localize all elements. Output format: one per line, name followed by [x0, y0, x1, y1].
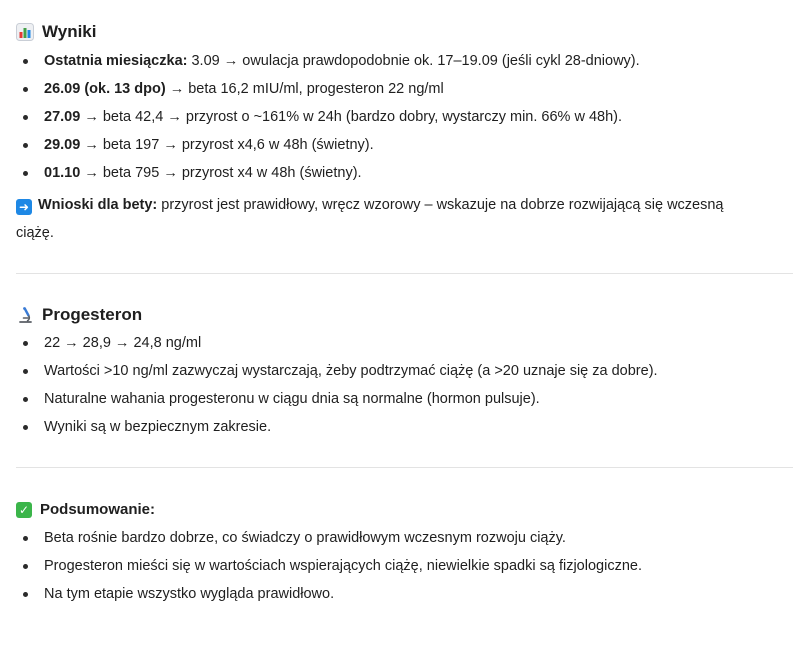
list-item: Na tym etapie wszystko wygląda prawidłowo. — [16, 584, 793, 604]
list-item: 29.09 → beta 197 → przyrost x4,6 w 48h (świetny). — [16, 135, 793, 155]
list-item: Naturalne wahania progesteronu w ciągu dnia są normalne (hormon pulsuje). — [16, 389, 793, 409]
conclusion-paragraph: ➜ Wnioski dla bety: przyrost jest prawidłowy, wręcz wzorowy – wskazuje na dobrze rozwijającą się wczesną ciążę. — [16, 197, 724, 241]
microscope-icon — [16, 306, 34, 324]
list-item: 26.09 (ok. 13 dpo) → beta 16,2 mIU/ml, progesteron 22 ng/ml — [16, 79, 793, 99]
list-item: Progesteron mieści się w wartościach wspierających ciążę, niewielkie spadki są fizjologiczne. — [16, 556, 793, 576]
section-title-progesteron — [16, 305, 793, 325]
bar-chart-icon — [16, 23, 34, 41]
list-item: 27.09 → beta 42,4 → przyrost o ~161% w 24h (bardzo dobry, wystarczy min. 66% w 48h). — [16, 107, 793, 127]
list-item: Wyniki są w bezpiecznym zakresie. — [16, 417, 793, 437]
section-title-text: Progesteron — [42, 305, 143, 324]
section-title-wyniki — [16, 22, 793, 42]
section-title-podsumowanie — [16, 501, 793, 518]
podsumowanie-list — [16, 528, 793, 604]
progesteron-list — [16, 333, 793, 437]
list-item: 01.10 → beta 795 → przyrost x4 w 48h (świetny). — [16, 163, 793, 183]
list-item: Ostatnia miesiączka: 3.09 → owulacja prawdopodobnie ok. 17–19.09 (jeśli cykl 28-dniowy). — [16, 51, 793, 71]
list-item: Beta rośnie bardzo dobrze, co świadczy o prawidłowym wczesnym rozwoju ciąży. — [16, 528, 793, 548]
section-title-text: Podsumowanie: — [40, 501, 156, 518]
section-title-text: Wyniki — [42, 22, 97, 41]
wyniki-list — [16, 51, 793, 183]
list-item: 22 → 28,9 → 24,8 ng/ml — [16, 333, 793, 353]
check-mark-icon: ✓ — [16, 502, 32, 518]
arrow-right-icon: ➜ — [16, 199, 32, 215]
list-item: Wartości >10 ng/ml zazwyczaj wystarczają, żeby podtrzymać ciążę (a >20 uznaje się za dobre). — [16, 361, 793, 381]
